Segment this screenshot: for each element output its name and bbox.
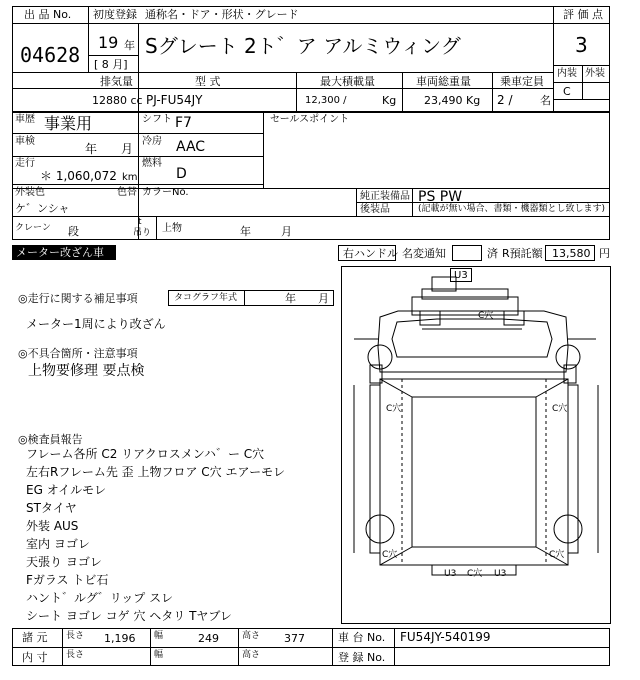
damage-u3-rear-right: U3 xyxy=(494,569,507,579)
shift-value: F7 xyxy=(175,115,192,131)
damage-c-hole-bottom-left: C穴 xyxy=(382,550,398,560)
equipment-value: PS PW xyxy=(418,189,463,205)
damage-c-hole-roof: C穴 xyxy=(478,311,494,321)
sales-point-label: セールスポイント xyxy=(270,114,350,125)
ac-value: AAC xyxy=(176,139,206,155)
grade-score: 3 xyxy=(575,33,588,57)
dims-label: 諸 元 xyxy=(22,631,48,644)
recycle-label: R預託額 xyxy=(502,247,543,260)
inner-width-label: 幅 xyxy=(154,650,164,660)
height-label: 高さ xyxy=(242,631,261,641)
yen-label: 円 xyxy=(599,247,610,260)
inspector-report-line: フレーム各所 C2 リアクロスメンハ゛ー C穴 xyxy=(26,447,265,461)
defect-title: ◎不具合箇所・注意事項 xyxy=(18,347,138,360)
history-label: 車歴 xyxy=(15,114,35,125)
inspector-report-line: EG オイルモレ xyxy=(26,483,107,497)
first-reg-label: 初度登録 xyxy=(93,8,137,21)
payload-unit: Kg xyxy=(382,94,397,107)
model-label: 通称名・ドア・形状・グレード xyxy=(145,8,299,21)
inspector-report-line: 室内 ヨゴレ xyxy=(26,537,90,551)
color-change-label: 色替 xyxy=(117,187,137,198)
body-year: 年 xyxy=(240,225,251,238)
reg-year-unit: 年 xyxy=(124,39,135,52)
tamper-banner: メーター改ざん車 xyxy=(12,245,116,260)
ext-color-value: ケ゛ンシャ xyxy=(15,202,70,215)
inspection-label: 車検 xyxy=(15,136,35,147)
crane-label: クレーン xyxy=(15,223,51,233)
gross-weight-label: 車両総重量 xyxy=(416,75,471,88)
length-label: 長さ xyxy=(66,631,85,641)
inspector-report-line: ハント゛ルグ゛リップ スレ xyxy=(26,591,174,605)
damage-c-hole-left: C穴 xyxy=(386,404,402,414)
width-label: 幅 xyxy=(154,631,164,641)
driving-note: メーター1周により改ざん xyxy=(26,317,166,331)
equipment-label: 純正装備品 xyxy=(360,191,410,202)
crane-step: 段 xyxy=(68,225,79,238)
aftermarket-label: 後装品 xyxy=(360,204,390,215)
name-change-label: 名変通知 xyxy=(402,247,446,260)
model-name: Sグレート 2ト゛ア アルミウィング xyxy=(145,34,461,58)
payload-label: 最大積載量 xyxy=(320,75,375,88)
reg-month: [ 8 月] xyxy=(94,58,128,71)
tacho-year: 年 xyxy=(285,292,296,305)
interior-label: 内装 xyxy=(557,68,577,79)
mileage-value: ＊ 1,060,072 xyxy=(40,169,117,183)
aftermarket-note: (記載が無い場合、書類・機器類とし致します) xyxy=(418,204,606,214)
body-label: 上物 xyxy=(162,223,182,234)
capacity-label: 乗車定員 xyxy=(500,75,544,88)
shift-label: シフト xyxy=(142,114,172,125)
interior-score: C xyxy=(563,85,571,98)
tacho-month: 月 xyxy=(318,292,329,305)
rhd-label: 右ハンドル xyxy=(343,247,398,260)
damage-c-hole-rear: C穴 xyxy=(467,569,483,579)
fuel-label: 燃料 xyxy=(142,158,162,169)
reg-year: 19 xyxy=(98,33,119,52)
width-value: 249 xyxy=(198,632,219,645)
damage-u3-top: U3 xyxy=(454,270,468,281)
crane-hang: 吊り xyxy=(133,228,152,238)
model-code: PJ-FU54JY xyxy=(146,93,203,107)
inspector-report-line: 外装 AUS xyxy=(26,519,79,533)
inspector-report-line: シート ヨゴレ コゲ 穴 ヘタリ Tヤブレ xyxy=(26,609,232,623)
damage-c-hole-bottom-right: C穴 xyxy=(549,550,565,560)
lot-number: 04628 xyxy=(20,43,81,67)
ext-color-label: 外装色 xyxy=(15,187,45,198)
inspector-report-line: STタイヤ xyxy=(26,501,77,515)
inner-length-label: 長さ xyxy=(66,650,85,660)
mileage-unit: km xyxy=(122,172,138,183)
registration-label: 登 録 No. xyxy=(338,651,386,664)
tachograph-label: タコグラフ年式 xyxy=(174,293,238,303)
chassis-label: 車 台 No. xyxy=(338,631,386,644)
color-code-label: カラーNo. xyxy=(142,187,189,198)
mileage-label: 走行 xyxy=(15,158,35,169)
inspection-month: 月 xyxy=(121,142,134,156)
damage-c-hole-right: C穴 xyxy=(552,404,568,414)
body-month: 月 xyxy=(281,225,292,238)
crane-ton: t xyxy=(138,217,142,227)
damage-u3-rear-left: U3 xyxy=(444,569,457,579)
lot-no-label: 出 品 No. xyxy=(24,8,72,21)
displacement-label: 排気量 xyxy=(100,75,133,88)
fuel-value: D xyxy=(176,166,187,182)
inspector-title: ◎検査員報告 xyxy=(18,433,83,446)
type-label: 型 式 xyxy=(195,75,221,88)
payload-value: 12,300 / xyxy=(305,95,347,106)
height-value: 377 xyxy=(284,632,305,645)
driving-title: ◎走行に関する補足事項 xyxy=(18,292,138,305)
displacement-value: 12880 cc xyxy=(92,94,143,107)
inner-height-label: 高さ xyxy=(242,650,261,660)
inspector-report-line: 天張り ヨゴレ xyxy=(26,555,102,569)
inspector-report-line: Fガラス トビ石 xyxy=(26,573,109,587)
exterior-label: 外装 xyxy=(585,68,605,79)
name-change-box xyxy=(452,245,482,261)
recycle-amount: 13,580 xyxy=(552,247,591,260)
history-value: 事業用 xyxy=(44,114,93,133)
ac-label: 冷房 xyxy=(142,136,162,147)
length-value: 1,196 xyxy=(104,632,136,645)
chassis-number: FU54JY-540199 xyxy=(400,630,491,644)
grade-label: 評 価 点 xyxy=(563,8,603,21)
defect-note: 上物要修理 要点検 xyxy=(28,363,145,379)
deposit-label: 済 xyxy=(487,247,498,260)
inspector-report-line: 左右Rフレーム先 歪 上物フロア C穴 エアーモレ xyxy=(26,465,286,479)
inspection-year: 年 xyxy=(85,142,98,156)
inner-dims-label: 内 寸 xyxy=(22,651,48,664)
capacity-value: 2 / xyxy=(497,93,513,107)
capacity-unit: 名 xyxy=(540,94,551,107)
gross-weight-value: 23,490 Kg xyxy=(424,94,481,107)
